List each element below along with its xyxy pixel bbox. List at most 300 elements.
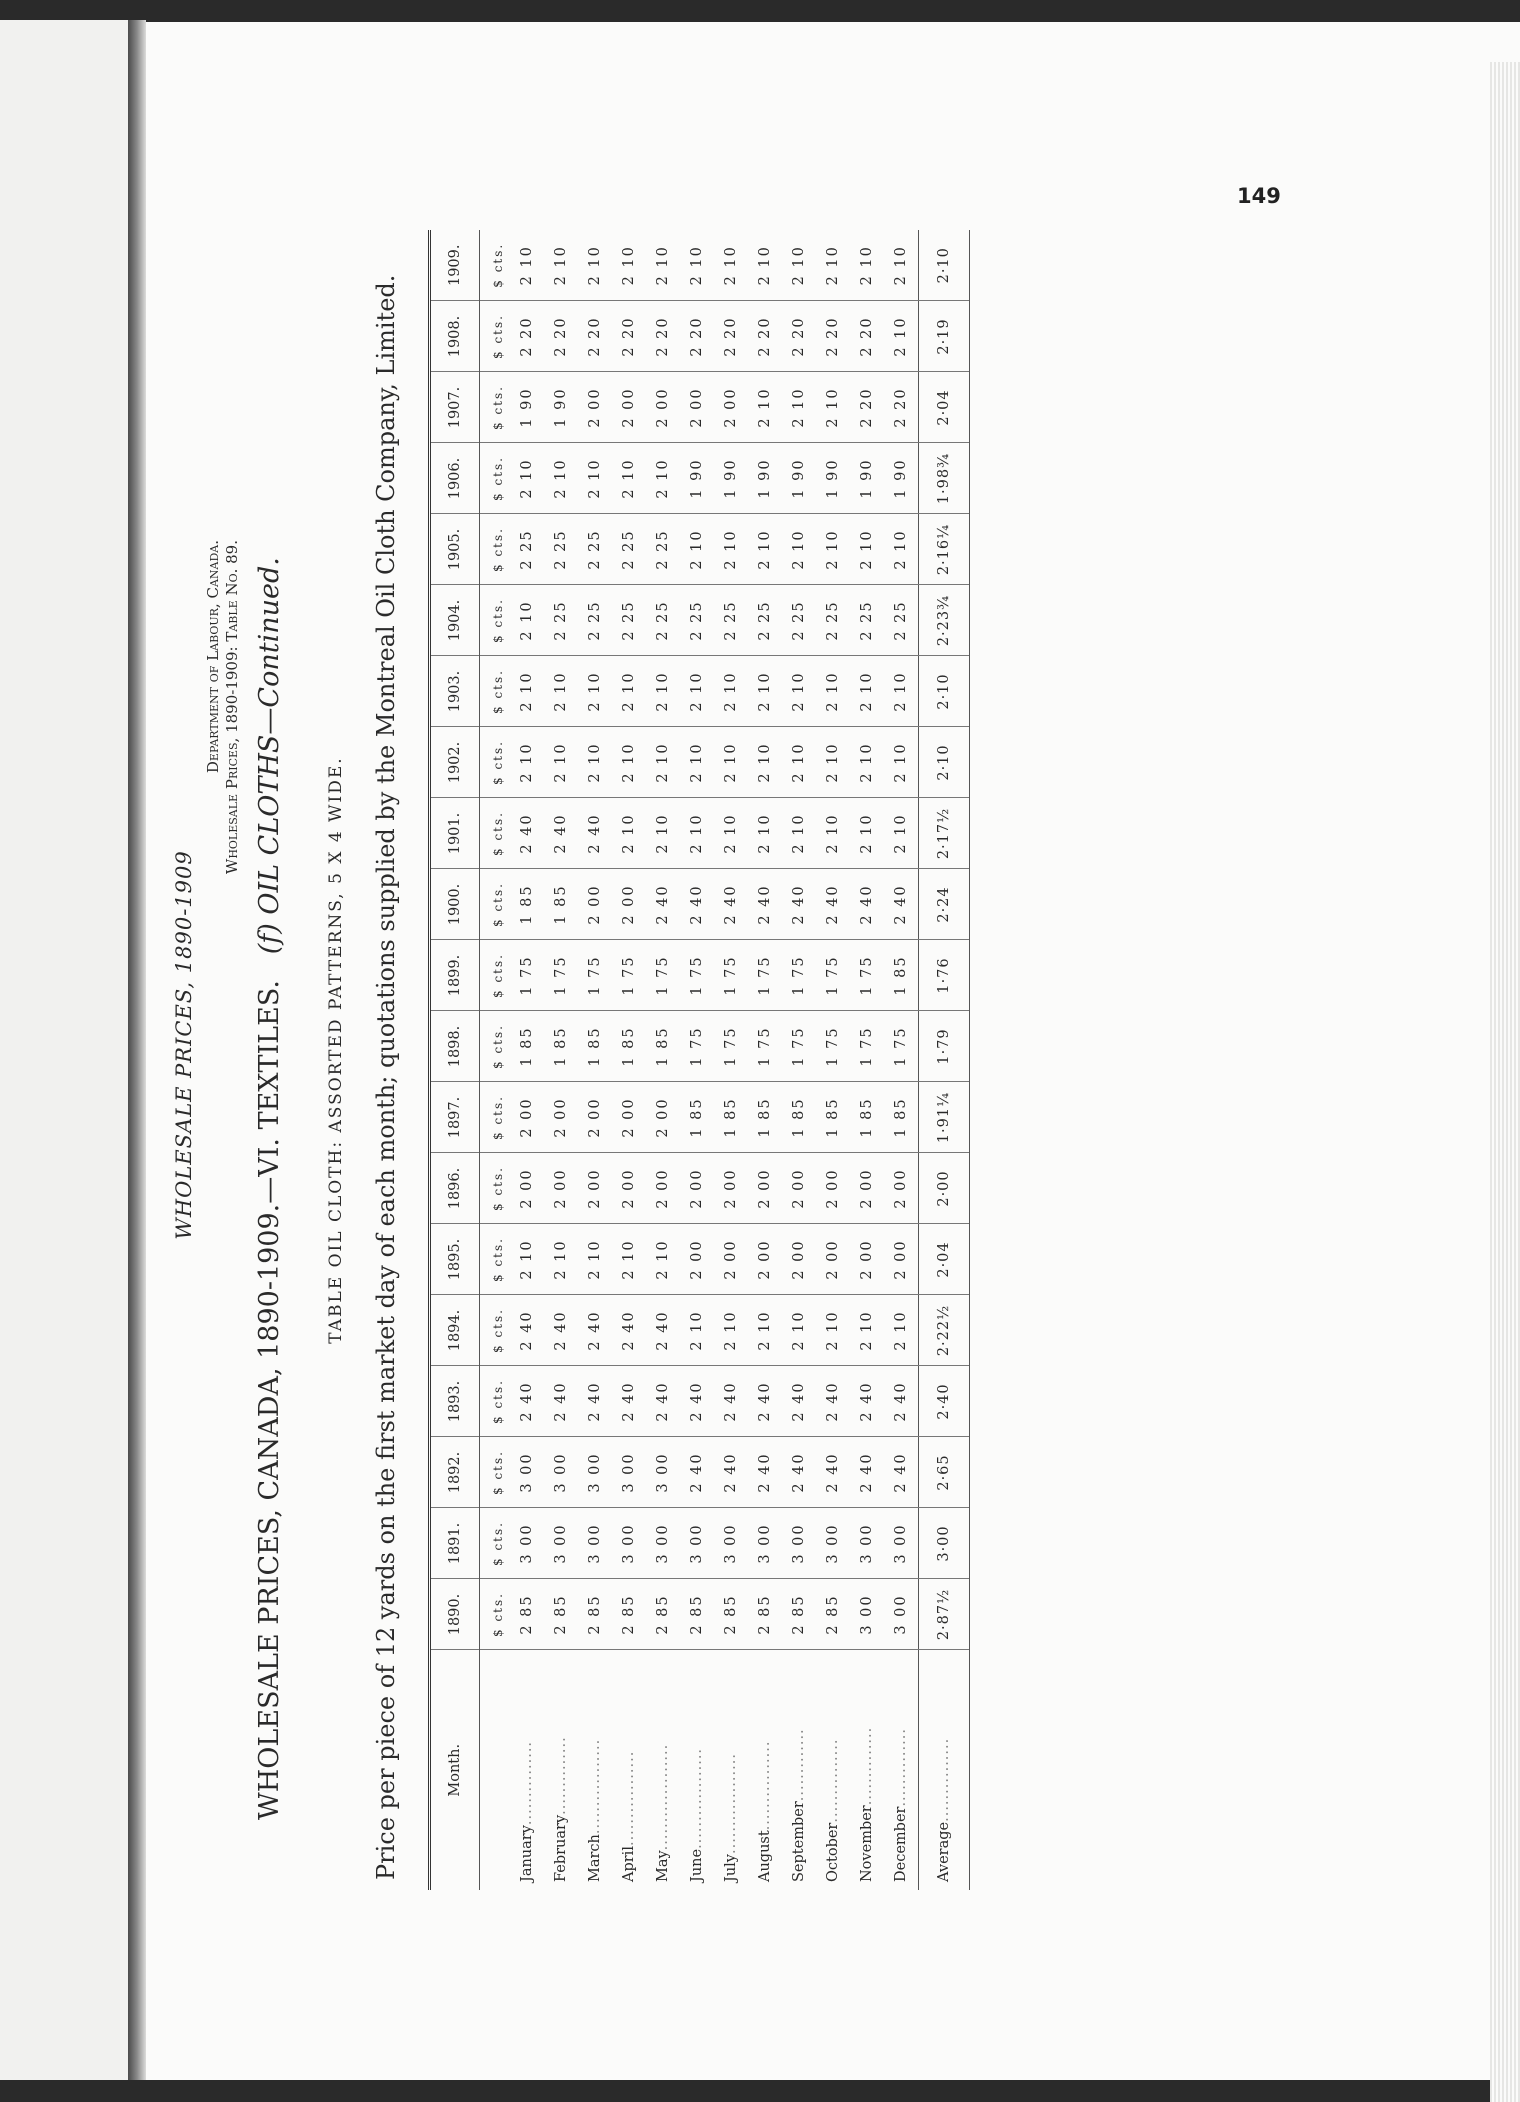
year-header: 1905.: [430, 514, 480, 585]
leader-dots: ..............: [893, 1728, 909, 1807]
price-cell: 2 10: [748, 727, 782, 798]
price-cell: 2 00: [816, 1224, 850, 1295]
price-cell: 1 85: [680, 1082, 714, 1153]
month-label: February: [553, 1814, 569, 1882]
price-cell: 2 40: [748, 869, 782, 940]
price-cell: 2 40: [544, 1295, 578, 1366]
price-cell: 1·98¾: [919, 443, 970, 514]
price-cell: 2 85: [714, 1579, 748, 1650]
department-line-2: Wholesale Prices, 1890-1909: Table No. 89.: [223, 540, 241, 875]
price-cell: 2 10: [850, 727, 884, 798]
leader-dots: ..............: [553, 1736, 569, 1815]
price-cell: 3 00: [884, 1579, 919, 1650]
table-row: [714, 230, 748, 1890]
price-cell: 2 40: [646, 1295, 680, 1366]
price-cell: 2 10: [510, 230, 544, 301]
unit-cell: $ cts.: [480, 1508, 511, 1579]
price-cell: 1·91¼: [919, 1082, 970, 1153]
price-cell: 1 75: [544, 940, 578, 1011]
price-cell: 2 10: [714, 230, 748, 301]
price-cell: 3 00: [782, 1508, 816, 1579]
month-label: November: [859, 1805, 875, 1882]
price-cell: 2 10: [680, 727, 714, 798]
price-cell: 2 25: [578, 514, 612, 585]
year-header: 1900.: [430, 869, 480, 940]
price-cell: 2 10: [680, 1295, 714, 1366]
price-cell: 2 10: [612, 230, 646, 301]
price-cell: 2 00: [544, 1153, 578, 1224]
price-cell: 2 10: [510, 1224, 544, 1295]
table-row: [612, 230, 646, 1890]
price-cell: 2 85: [646, 1579, 680, 1650]
price-cell: 2 10: [646, 656, 680, 727]
price-cell: 1 85: [850, 1082, 884, 1153]
price-cell: 3 00: [680, 1508, 714, 1579]
price-cell: 2 00: [782, 1224, 816, 1295]
price-cell: 2 00: [646, 1153, 680, 1224]
price-cell: 2 10: [782, 1295, 816, 1366]
price-cell: 1 90: [510, 372, 544, 443]
price-cell: 2 00: [714, 1153, 748, 1224]
price-cell: 2 40: [612, 1366, 646, 1437]
price-cell: 2 10: [646, 727, 680, 798]
price-cell: 2 00: [816, 1153, 850, 1224]
price-cell: 2 40: [884, 869, 919, 940]
left-page-margin: [0, 20, 130, 2080]
price-cell: 1 75: [680, 1011, 714, 1082]
leader-dots: ..................: [689, 1747, 705, 1849]
table-row: [782, 230, 816, 1890]
price-cell: 2 40: [816, 869, 850, 940]
price-cell: 2 25: [646, 514, 680, 585]
unit-cell: $ cts.: [480, 372, 511, 443]
month-label: Average: [936, 1821, 952, 1882]
price-cell: 2 40: [884, 1437, 919, 1508]
price-cell: 1 75: [748, 1011, 782, 1082]
price-cell: 2 00: [680, 1224, 714, 1295]
price-cell: 2 20: [544, 301, 578, 372]
price-cell: 2 10: [782, 372, 816, 443]
price-cell: 1 75: [680, 940, 714, 1011]
price-cell: 2 10: [578, 727, 612, 798]
price-cell: 2 25: [714, 585, 748, 656]
price-cell: 1 75: [850, 1011, 884, 1082]
price-cell: 2 85: [544, 1579, 578, 1650]
average-row: [919, 230, 970, 1890]
price-cell: 3 00: [714, 1508, 748, 1579]
month-label: October: [825, 1822, 841, 1882]
table-row: [850, 230, 884, 1890]
leader-dots: ................: [757, 1740, 773, 1831]
price-cell: 2 10: [714, 656, 748, 727]
price-cell: 2 10: [612, 798, 646, 869]
price-cell: 2 00: [612, 1082, 646, 1153]
price-cell: 3 00: [578, 1508, 612, 1579]
price-cell: 2 40: [578, 1366, 612, 1437]
price-cell: 2·65: [919, 1437, 970, 1508]
year-header: 1893.: [430, 1366, 480, 1437]
unit-cell: $ cts.: [480, 1153, 511, 1224]
page-edge: [1490, 62, 1520, 2102]
price-cell: 1 85: [884, 1082, 919, 1153]
price-cell: 2 85: [612, 1579, 646, 1650]
leader-dots: ...............: [825, 1738, 841, 1823]
price-cell: 2 25: [544, 514, 578, 585]
price-cell: 3 00: [612, 1508, 646, 1579]
price-cell: 2 40: [544, 1366, 578, 1437]
price-cell: 2 10: [578, 656, 612, 727]
price-cell: 2 00: [646, 1082, 680, 1153]
year-header: 1908.: [430, 301, 480, 372]
price-cell: 2 25: [748, 585, 782, 656]
price-cell: 2 20: [782, 301, 816, 372]
price-cell: 1 85: [884, 940, 919, 1011]
month-cell: [884, 1650, 919, 1890]
price-cell: 2 10: [646, 798, 680, 869]
leader-dots: .................: [587, 1738, 603, 1835]
year-header: 1901.: [430, 798, 480, 869]
price-cell: 2 10: [782, 727, 816, 798]
year-header: 1907.: [430, 372, 480, 443]
price-cell: 2 85: [510, 1579, 544, 1650]
price-cell: 2 10: [748, 514, 782, 585]
book-gutter: [128, 20, 146, 2080]
price-cell: 2 40: [510, 1366, 544, 1437]
month-column-header: Month.: [430, 1650, 480, 1890]
price-cell: 2 10: [884, 514, 919, 585]
price-cell: 2·16¼: [919, 514, 970, 585]
price-cell: 2 10: [782, 514, 816, 585]
price-cell: 2·22½: [919, 1295, 970, 1366]
price-cell: 2 10: [816, 798, 850, 869]
header-row: [430, 230, 480, 1890]
month-label: January: [519, 1825, 535, 1882]
price-cell: 3 00: [646, 1437, 680, 1508]
price-cell: 2 40: [510, 1295, 544, 1366]
price-cell: 3 00: [578, 1437, 612, 1508]
price-cell: 2 10: [850, 514, 884, 585]
price-cell: 2 10: [884, 230, 919, 301]
price-cell: 3 00: [612, 1437, 646, 1508]
price-cell: 2 10: [510, 727, 544, 798]
year-header: 1890.: [430, 1579, 480, 1650]
price-cell: 2 85: [816, 1579, 850, 1650]
month-cell: [748, 1650, 782, 1890]
unit-cell: $ cts.: [480, 1295, 511, 1366]
price-cell: 2 10: [782, 798, 816, 869]
price-cell: 1 75: [714, 1011, 748, 1082]
price-cell: 2 40: [714, 1366, 748, 1437]
page-number: 149: [1237, 184, 1281, 208]
price-cell: 2 25: [510, 514, 544, 585]
price-cell: 2·40: [919, 1366, 970, 1437]
price-cell: 2 10: [714, 514, 748, 585]
price-cell: 2 10: [884, 798, 919, 869]
price-cell: 2 10: [680, 514, 714, 585]
price-cell: 1 85: [816, 1082, 850, 1153]
price-cell: 2 20: [748, 301, 782, 372]
month-label: May: [655, 1850, 671, 1882]
year-header: 1899.: [430, 940, 480, 1011]
price-cell: 2 40: [646, 869, 680, 940]
price-cell: 2 10: [544, 443, 578, 514]
price-cell: 2 40: [850, 1366, 884, 1437]
price-cell: 2 00: [612, 1153, 646, 1224]
price-cell: 2 40: [544, 798, 578, 869]
price-cell: 1 75: [782, 940, 816, 1011]
month-cell: [646, 1650, 680, 1890]
unit-cell: $ cts.: [480, 443, 511, 514]
unit-cell: $ cts.: [480, 1579, 511, 1650]
price-cell: 2·10: [919, 230, 970, 301]
table-row: [544, 230, 578, 1890]
table-row: [816, 230, 850, 1890]
leader-dots: ..................: [723, 1753, 739, 1855]
price-cell: 1 85: [782, 1082, 816, 1153]
month-label: March: [587, 1834, 603, 1882]
year-header: 1904.: [430, 585, 480, 656]
price-cell: 2 20: [850, 301, 884, 372]
price-cell: 2 40: [816, 1437, 850, 1508]
price-cell: 2 10: [544, 230, 578, 301]
price-cell: 2 20: [714, 301, 748, 372]
price-cell: 1 85: [510, 869, 544, 940]
price-cell: 2·04: [919, 372, 970, 443]
price-cell: 1 90: [884, 443, 919, 514]
unit-cell: $ cts.: [480, 585, 511, 656]
table-description: Price per piece of 12 yards on the first market day of each month; quotations supplied by the Montreal Oil Cloth Company, Limited.: [372, 274, 400, 1880]
price-cell: 1 75: [646, 940, 680, 1011]
price-cell: 2 40: [578, 1295, 612, 1366]
price-cell: 2 10: [748, 230, 782, 301]
price-cell: 2 00: [884, 1224, 919, 1295]
price-cell: 2 10: [782, 656, 816, 727]
price-cell: 3 00: [850, 1508, 884, 1579]
price-cell: 2 00: [748, 1153, 782, 1224]
price-cell: 2 20: [816, 301, 850, 372]
price-cell: 1 90: [816, 443, 850, 514]
unit-cell: $ cts.: [480, 1011, 511, 1082]
price-cell: 2 00: [850, 1224, 884, 1295]
price-cell: 2 40: [782, 869, 816, 940]
page-title: [254, 320, 285, 1820]
price-cell: 1 75: [612, 940, 646, 1011]
price-cell: 2 25: [884, 585, 919, 656]
price-cell: 2 10: [544, 1224, 578, 1295]
price-cell: 2 00: [578, 372, 612, 443]
price-cell: 2 10: [612, 1224, 646, 1295]
price-cell: 2 10: [510, 585, 544, 656]
price-cell: 3 00: [544, 1508, 578, 1579]
price-cell: 3 00: [748, 1508, 782, 1579]
month-cell: [612, 1650, 646, 1890]
price-cell: 2 10: [782, 230, 816, 301]
unit-cell: $ cts.: [480, 230, 511, 301]
price-table-wrapper: [428, 230, 970, 1890]
price-cell: 2 25: [850, 585, 884, 656]
price-cell: 2 10: [816, 656, 850, 727]
price-cell: 2 00: [748, 1224, 782, 1295]
table-row: [578, 230, 612, 1890]
price-cell: 2 10: [884, 727, 919, 798]
price-cell: 2 25: [680, 585, 714, 656]
price-cell: 2 10: [884, 656, 919, 727]
price-cell: 1 90: [544, 372, 578, 443]
price-cell: 1 75: [816, 940, 850, 1011]
price-cell: 2 85: [578, 1579, 612, 1650]
price-cell: 2 40: [816, 1366, 850, 1437]
price-cell: 2 40: [782, 1366, 816, 1437]
price-cell: 1 75: [816, 1011, 850, 1082]
price-cell: 1 85: [510, 1011, 544, 1082]
unit-blank: [480, 1650, 511, 1890]
unit-row: [480, 230, 511, 1890]
price-cell: 1 75: [850, 940, 884, 1011]
month-label: June: [689, 1848, 705, 1882]
price-cell: 2 10: [612, 656, 646, 727]
price-cell: 2 10: [578, 443, 612, 514]
year-header: 1894.: [430, 1295, 480, 1366]
month-label: December: [893, 1806, 909, 1882]
price-cell: 1 90: [782, 443, 816, 514]
price-cell: 2 40: [714, 1437, 748, 1508]
year-header: 1892.: [430, 1437, 480, 1508]
price-cell: 2·24: [919, 869, 970, 940]
price-cell: 3 00: [884, 1508, 919, 1579]
price-cell: 1 85: [544, 869, 578, 940]
table-row: [748, 230, 782, 1890]
price-cell: 2 25: [612, 585, 646, 656]
price-cell: 2 20: [510, 301, 544, 372]
price-cell: 3 00: [850, 1579, 884, 1650]
price-cell: 2 10: [850, 1295, 884, 1366]
price-cell: 2 10: [748, 798, 782, 869]
running-head: WHOLESALE PRICES, 1890-1909: [172, 850, 196, 1240]
price-cell: 2 00: [646, 372, 680, 443]
price-cell: 2 40: [714, 869, 748, 940]
month-cell: [919, 1650, 970, 1890]
month-cell: [714, 1650, 748, 1890]
unit-cell: $ cts.: [480, 727, 511, 798]
year-header: 1909.: [430, 230, 480, 301]
title-section: (f) OIL CLOTHS—Continued.: [254, 557, 285, 955]
price-cell: 2 10: [680, 798, 714, 869]
price-cell: 2 10: [510, 656, 544, 727]
price-cell: 2 10: [816, 372, 850, 443]
price-cell: 1 90: [680, 443, 714, 514]
table-row: [680, 230, 714, 1890]
price-cell: 2 10: [646, 230, 680, 301]
price-cell: 1 85: [544, 1011, 578, 1082]
leader-dots: .............: [791, 1728, 807, 1802]
price-cell: 2 10: [578, 1224, 612, 1295]
department-label: [204, 540, 242, 900]
price-cell: 2 00: [714, 1224, 748, 1295]
price-cell: 1 75: [748, 940, 782, 1011]
month-cell: [510, 1650, 544, 1890]
unit-cell: $ cts.: [480, 798, 511, 869]
price-cell: 2 10: [816, 727, 850, 798]
price-cell: 1 75: [510, 940, 544, 1011]
table-row: [510, 230, 544, 1890]
month-cell: [680, 1650, 714, 1890]
price-cell: 2 20: [680, 301, 714, 372]
price-cell: 2 00: [714, 372, 748, 443]
table-row: [884, 230, 919, 1890]
price-cell: 2 00: [510, 1082, 544, 1153]
price-cell: 1 75: [578, 940, 612, 1011]
price-cell: 2 40: [680, 1366, 714, 1437]
price-cell: 2 00: [612, 372, 646, 443]
price-cell: 2 10: [714, 798, 748, 869]
leader-dots: ...............: [936, 1737, 952, 1822]
unit-cell: $ cts.: [480, 1224, 511, 1295]
price-cell: 2 00: [680, 1153, 714, 1224]
unit-cell: $ cts.: [480, 1082, 511, 1153]
unit-cell: $ cts.: [480, 656, 511, 727]
price-cell: 2 10: [748, 372, 782, 443]
price-cell: 2 10: [884, 1295, 919, 1366]
price-cell: 2 25: [646, 585, 680, 656]
price-cell: 2 00: [578, 1153, 612, 1224]
price-cell: 2 20: [612, 301, 646, 372]
rotated-content: [172, 210, 1270, 1890]
leader-dots: .................: [621, 1750, 637, 1847]
price-cell: 2·17½: [919, 798, 970, 869]
month-cell: [850, 1650, 884, 1890]
price-cell: 2 25: [816, 585, 850, 656]
price-cell: 2 40: [748, 1366, 782, 1437]
price-cell: 1 75: [782, 1011, 816, 1082]
price-cell: 1 85: [612, 1011, 646, 1082]
price-cell: 2 20: [578, 301, 612, 372]
price-cell: 2 85: [782, 1579, 816, 1650]
year-header: 1897.: [430, 1082, 480, 1153]
price-cell: 2 10: [714, 727, 748, 798]
price-cell: 2 10: [544, 727, 578, 798]
price-cell: 2 10: [646, 443, 680, 514]
price-cell: 2 00: [680, 372, 714, 443]
month-label: April: [621, 1846, 637, 1882]
unit-cell: $ cts.: [480, 1437, 511, 1508]
price-cell: 2 10: [612, 727, 646, 798]
table-row: [646, 230, 680, 1890]
unit-cell: $ cts.: [480, 301, 511, 372]
unit-cell: $ cts.: [480, 514, 511, 585]
unit-cell: $ cts.: [480, 940, 511, 1011]
price-cell: 2 10: [748, 1295, 782, 1366]
price-cell: 2·04: [919, 1224, 970, 1295]
price-cell: 2 85: [748, 1579, 782, 1650]
price-cell: 2 40: [510, 798, 544, 869]
department-line-1: Department of Labour, Canada.: [204, 540, 222, 774]
price-cell: 3 00: [816, 1508, 850, 1579]
price-cell: 2 10: [646, 1224, 680, 1295]
price-table: [428, 230, 970, 1890]
price-cell: 1·79: [919, 1011, 970, 1082]
price-cell: 1 85: [646, 1011, 680, 1082]
price-cell: 3 00: [544, 1437, 578, 1508]
price-cell: 2 40: [850, 1437, 884, 1508]
price-cell: 2 40: [748, 1437, 782, 1508]
price-cell: 2 00: [544, 1082, 578, 1153]
price-cell: 2 10: [884, 301, 919, 372]
price-cell: 2 40: [884, 1366, 919, 1437]
price-cell: 2 10: [510, 443, 544, 514]
price-cell: 1 85: [714, 1082, 748, 1153]
price-cell: 2 10: [748, 656, 782, 727]
price-cell: 2 10: [816, 1295, 850, 1366]
